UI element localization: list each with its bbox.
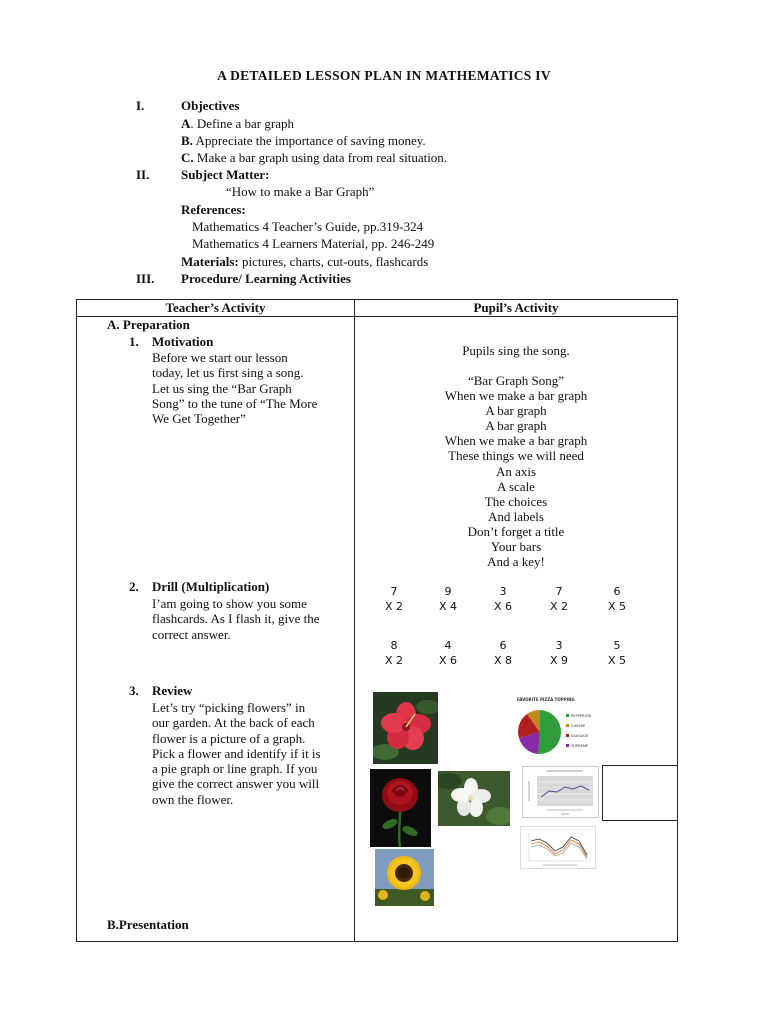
rose-flower-image[interactable]	[370, 769, 431, 847]
objective-b: B. Appreciate the importance of saving money.	[181, 133, 426, 148]
pie-legend-entry: CHEESE	[571, 724, 586, 728]
pie-chart	[518, 710, 561, 754]
document-title: A DETAILED LESSON PLAN IN MATHEMATICS IV	[217, 68, 551, 83]
song-lyrics: “Bar Graph Song” When we make a bar graph A bar graph A bar graph When we make a bar graph These things we will need An axis A scale The choices And labels Don’t forget a title Your bars And a key!	[444, 373, 588, 570]
flashcard: 8 X 2	[384, 639, 404, 667]
subject-topic: “How to make a Bar Graph”	[226, 184, 375, 199]
pie-chart-image[interactable]	[514, 694, 604, 758]
references-heading: References:	[181, 202, 246, 217]
pie-chart-title: FAVORITE PIZZA TOPPING	[517, 697, 575, 702]
review-heading: Review	[152, 683, 193, 698]
sunflower-image[interactable]	[375, 849, 434, 906]
objectives-heading: Objectives	[181, 98, 240, 113]
flashcard: 3 X 9	[549, 639, 569, 667]
flashcard: 6 X 5	[607, 585, 627, 613]
procedure-number: III.	[136, 271, 155, 286]
teacher-activity-header: Teacher’s Activity	[165, 300, 266, 315]
motivation-text: Before we start our lesson today, let us first sing a song. Let us sing the “Bar Graph Song” to the tune of “The More We Get Together”	[152, 350, 318, 427]
subject-heading: Subject Matter:	[181, 167, 270, 182]
line-graph-image[interactable]	[520, 826, 596, 869]
section-b-presentation: B.Presentation	[107, 917, 189, 932]
pie-legend-entry: PEPPERONI	[571, 714, 592, 718]
activity-table	[76, 299, 678, 942]
pie-legend-entry: SUPREME	[571, 744, 589, 748]
materials: Materials: pictures, charts, cut-outs, flashcards	[181, 254, 429, 269]
flashcard: 9 X 4	[438, 585, 458, 613]
pie-legend-entry: SAUSAGE	[571, 734, 589, 738]
section-a-preparation: A. Preparation	[107, 317, 190, 332]
subject-number: II.	[136, 167, 150, 182]
objective-c: C. Make a bar graph using data from real situation.	[181, 150, 448, 165]
flashcard: 3 X 6	[493, 585, 513, 613]
objectives-number: I.	[136, 98, 145, 113]
flashcard: 4 X 6	[438, 639, 458, 667]
blank-card[interactable]	[602, 765, 678, 821]
drill-text: I’am going to show you some flashcards. As I flash it, give the correct answer.	[152, 596, 320, 642]
pie-slice	[538, 710, 561, 754]
drill-number: 2.	[129, 579, 139, 594]
procedure-heading: Procedure/ Learning Activities	[181, 271, 351, 286]
pupil-activity-header: Pupil’s Activity	[473, 300, 559, 315]
motivation-number: 1.	[129, 334, 139, 349]
flashcard: 6 X 8	[493, 639, 513, 667]
reference-1: Mathematics 4 Teacher’s Guide, pp.319-324	[192, 219, 424, 234]
flashcard: 7 X 2	[549, 585, 569, 613]
hibiscus-flower-image[interactable]	[373, 692, 438, 764]
line-graph-image[interactable]	[522, 766, 599, 818]
motivation-heading: Motivation	[152, 334, 214, 349]
flashcard: 5 X 5	[607, 639, 627, 667]
reference-2: Mathematics 4 Learners Material, pp. 246-249	[192, 236, 435, 251]
pupil-intro: Pupils sing the song.	[462, 343, 570, 358]
review-text: Let’s try “picking flowers” in our garden. At the back of each flower is a picture of a graph. Pick a flower and identify if it is a pie graph or line graph. If you give the correct answer you will own the flower.	[152, 700, 321, 807]
review-number: 3.	[129, 683, 139, 698]
objective-a: A. Define a bar graph	[181, 116, 294, 131]
flashcard: 7 X 2	[384, 585, 404, 613]
white-flower-image[interactable]	[438, 771, 510, 826]
drill-heading: Drill (Multiplication)	[152, 579, 270, 594]
